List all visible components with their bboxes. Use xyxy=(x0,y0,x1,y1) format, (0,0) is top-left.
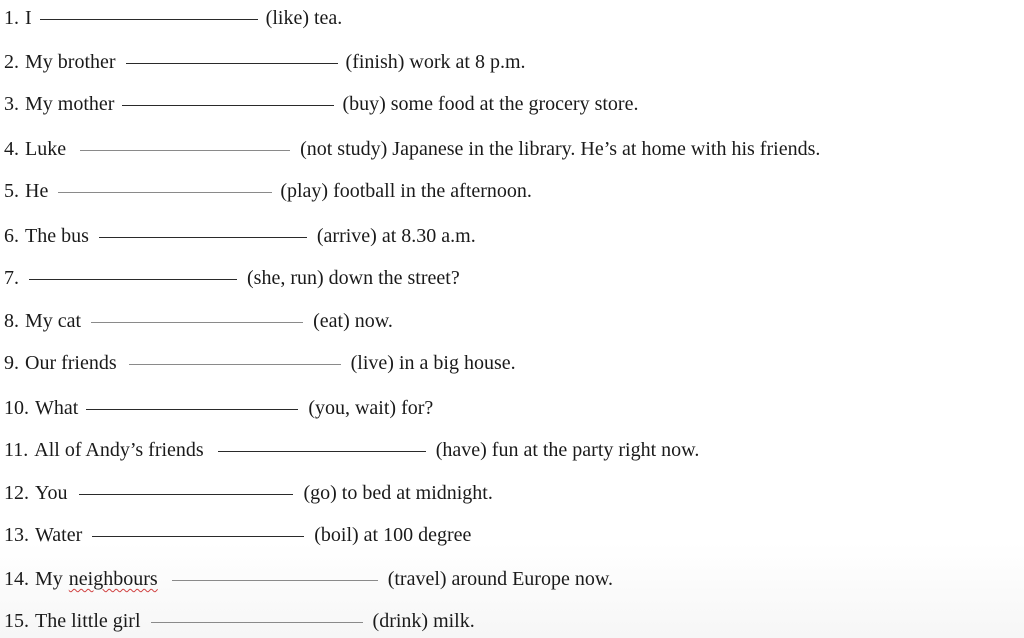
answer-blank[interactable] xyxy=(79,493,293,495)
item-subject: My cat xyxy=(25,310,82,332)
item-number: 4. xyxy=(4,138,19,160)
item-verb-hint: (have) fun at the party right now. xyxy=(435,439,700,461)
item-number: 9. xyxy=(4,352,19,374)
item-subject: Luke xyxy=(25,138,67,160)
item-verb-hint: (go) to bed at midnight. xyxy=(303,482,493,504)
item-number: 7. xyxy=(4,267,19,289)
answer-blank[interactable] xyxy=(122,104,334,106)
item-number: 13. xyxy=(4,524,29,546)
item-subject: The bus xyxy=(25,225,89,247)
item-subject: My mother xyxy=(25,93,115,115)
answer-blank[interactable] xyxy=(92,535,304,537)
exercise-item-5 xyxy=(4,176,532,206)
exercise-item-14 xyxy=(4,564,613,594)
item-number: 2. xyxy=(4,51,19,73)
exercise-item-8 xyxy=(4,306,393,336)
answer-blank[interactable] xyxy=(126,62,338,64)
item-number: 10. xyxy=(4,397,29,419)
item-subject: Our friends xyxy=(25,352,117,374)
exercise-item-1 xyxy=(4,3,342,33)
answer-blank[interactable] xyxy=(86,408,298,410)
item-subject: The little girl xyxy=(35,610,141,632)
spellcheck-flagged-word: neighbours xyxy=(68,568,158,590)
exercise-item-15 xyxy=(4,606,475,636)
item-subject: My brother xyxy=(25,51,116,73)
exercise-item-6 xyxy=(4,221,476,251)
item-verb-hint: (eat) now. xyxy=(313,310,393,332)
item-verb-hint: (like) tea. xyxy=(265,7,343,29)
exercise-item-2 xyxy=(4,47,526,77)
answer-blank[interactable] xyxy=(151,621,363,623)
answer-blank[interactable] xyxy=(29,278,237,280)
item-verb-hint: (not study) Japanese in the library. He’s at home with his friends. xyxy=(300,138,821,160)
item-number: 3. xyxy=(4,93,19,115)
item-verb-hint: (drink) milk. xyxy=(372,610,475,632)
item-verb-hint: (live) in a big house. xyxy=(350,352,516,374)
item-number: 15. xyxy=(4,610,29,632)
answer-blank[interactable] xyxy=(99,236,307,238)
item-number: 1. xyxy=(4,7,19,29)
item-verb-hint: (you, wait) for? xyxy=(308,397,434,419)
exercise-item-11 xyxy=(4,435,699,465)
item-verb-hint: (arrive) at 8.30 a.m. xyxy=(316,225,476,247)
item-number: 14. xyxy=(4,568,29,590)
item-subject-prefix: My xyxy=(35,568,63,590)
item-number: 6. xyxy=(4,225,19,247)
item-number: 11. xyxy=(4,439,29,461)
item-subject: All of Andy’s friends xyxy=(34,439,204,461)
item-subject: Water xyxy=(35,524,83,546)
item-subject: What xyxy=(35,397,79,419)
item-verb-hint: (boil) at 100 degree xyxy=(314,524,472,546)
exercise-item-4 xyxy=(4,134,820,164)
answer-blank[interactable] xyxy=(129,363,341,365)
answer-blank[interactable] xyxy=(58,191,272,193)
exercise-item-10 xyxy=(4,393,433,423)
item-subject: He xyxy=(25,180,49,202)
item-number: 8. xyxy=(4,310,19,332)
item-subject: I xyxy=(25,7,32,29)
item-verb-hint: (buy) some food at the grocery store. xyxy=(342,93,639,115)
exercise-item-9 xyxy=(4,348,516,378)
answer-blank[interactable] xyxy=(80,149,290,151)
item-verb-hint: (she, run) down the street? xyxy=(247,267,460,289)
item-verb-hint: (travel) around Europe now. xyxy=(387,568,613,590)
item-subject: You xyxy=(35,482,68,504)
answer-blank[interactable] xyxy=(218,450,426,452)
exercise-item-3 xyxy=(4,89,638,119)
item-number: 12. xyxy=(4,482,29,504)
item-verb-hint: (finish) work at 8 p.m. xyxy=(345,51,526,73)
item-number: 5. xyxy=(4,180,19,202)
answer-blank[interactable] xyxy=(40,18,258,20)
exercise-item-7 xyxy=(4,263,460,293)
answer-blank[interactable] xyxy=(91,321,303,323)
item-verb-hint: (play) football in the afternoon. xyxy=(280,180,532,202)
answer-blank[interactable] xyxy=(172,579,378,581)
exercise-item-13 xyxy=(4,520,471,550)
exercise-item-12 xyxy=(4,478,493,508)
